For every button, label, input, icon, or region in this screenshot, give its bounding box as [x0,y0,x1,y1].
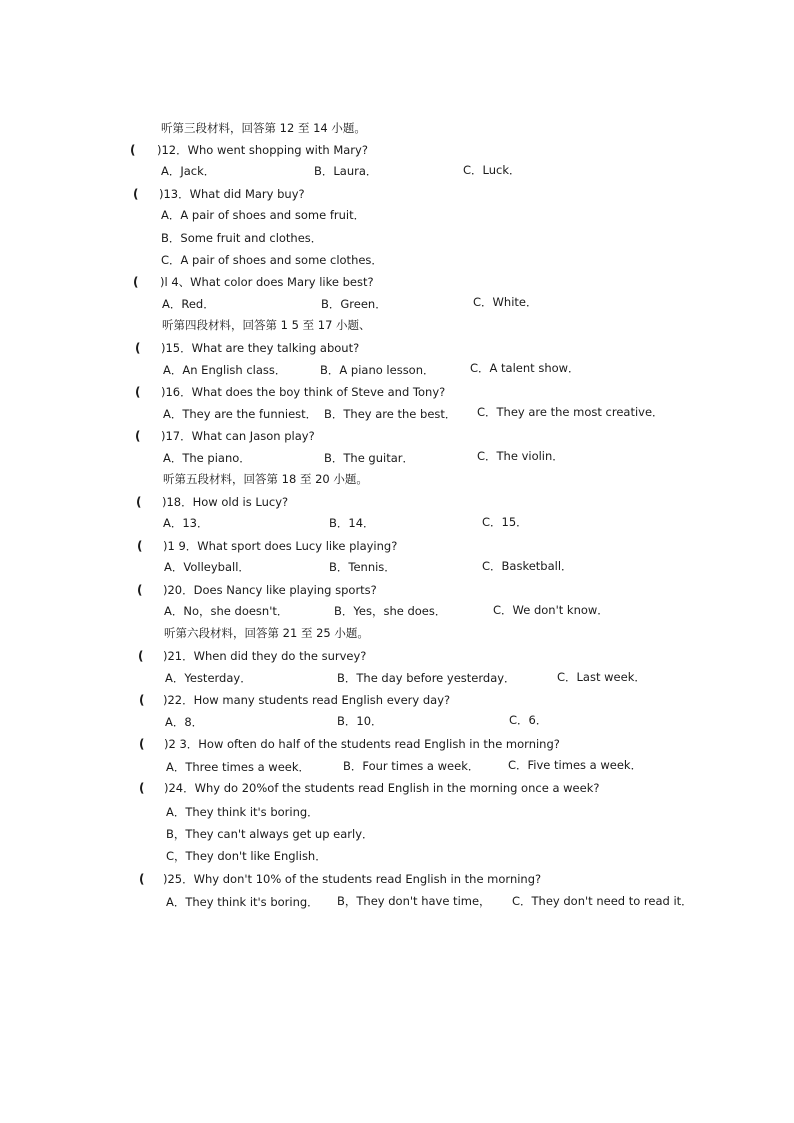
section-heading: 听第六段材料，回答第 21 至 25 小题。 [164,626,369,640]
question-stem: )17．What can Jason play? [161,429,315,443]
option: A．The piano． [163,451,251,465]
option: A．An English class． [163,363,287,377]
section-heading: 听第四段材料，回答第 1 5 至 17 小题、 [162,318,371,332]
option: A．No，she doesn't． [164,604,289,618]
answer-paren: ( [135,429,141,443]
question-stem: )1 9．What sport does Lucy like playing? [163,539,398,553]
answer-paren: ( [139,693,145,707]
question-stem: )22．How many students read English every day? [163,693,451,707]
option: C．6． [509,713,548,727]
option: C．Five times a week． [508,758,643,772]
option: B．10． [337,714,383,728]
option: C．They are the most creative． [477,405,664,419]
option: B．Laura． [314,164,378,178]
answer-paren: ( [133,275,139,289]
option: A．They think it's boring． [166,805,319,819]
answer-paren: ( [139,872,145,886]
answer-paren: ( [138,649,144,663]
option: B．They are the best． [324,407,457,421]
option: B．Four times a week． [343,759,480,773]
option: C．15． [482,515,528,529]
option: B，They don't have time， [337,894,491,908]
answer-paren: ( [137,539,143,553]
option: C，They don't like English． [166,849,327,863]
option: B．Yes，she does． [334,604,447,618]
answer-paren: ( [139,737,145,751]
option: C．The violin． [477,449,564,463]
option: A．Red． [162,297,215,311]
option: C．We don't know． [493,603,609,617]
answer-paren: ( [130,143,136,157]
question-stem: )20．Does Nancy like playing sports? [163,583,377,597]
question-stem: )18．How old is Lucy? [162,495,289,509]
question-stem: )13．What did Mary buy? [159,187,305,201]
question-stem: )25．Why don't 10% of the students read English in the morning? [163,872,542,886]
option: C．Last week． [557,670,646,684]
section-heading: 听第三段材料，回答第 12 至 14 小题。 [161,121,366,135]
option: B．The guitar． [324,451,415,465]
answer-paren: ( [133,187,139,201]
answer-paren: ( [137,583,143,597]
question-stem: )16．What does the boy think of Steve and Tony? [161,385,446,399]
option: B．The day before yesterday． [337,671,516,685]
option: A．Jack． [161,164,216,178]
option: B．A piano lesson． [320,363,435,377]
option: B．Green． [321,297,387,311]
option: A．Three times a week． [166,760,311,774]
option: A．13． [163,516,209,530]
option: A．Volleyball． [164,560,250,574]
option: C．A pair of shoes and some clothes． [161,253,383,267]
question-stem: )21．When did they do the survey? [163,649,367,663]
option: B，They can't always get up early． [166,827,374,841]
question-stem: )2 3．How often do half of the students read English in the morning? [164,737,560,751]
answer-paren: ( [135,341,141,355]
option: A．8． [165,715,204,729]
option: A．They think it's boring． [166,895,319,909]
option: C．A talent show． [470,361,580,375]
option: A．They are the funniest． [163,407,318,421]
question-stem: )l 4、What color does Mary like best? [160,275,374,289]
option: B．Some fruit and clothes． [161,231,323,245]
section-heading: 听第五段材料，回答第 18 至 20 小题。 [163,472,368,486]
answer-paren: ( [139,781,145,795]
option: A．A pair of shoes and some fruit． [161,208,366,222]
option: C．Basketball． [482,559,573,573]
option: A．Yesterday． [165,671,252,685]
option: C．Luck． [463,163,521,177]
question-stem: )12．Who went shopping with Mary? [157,143,368,157]
option: B．Tennis． [329,560,396,574]
option: C．They don't need to read it． [512,894,693,908]
answer-paren: ( [135,385,141,399]
option: B．14． [329,516,375,530]
option: C．White． [473,295,538,309]
question-stem: )15．What are they talking about? [161,341,360,355]
answer-paren: ( [136,495,142,509]
question-stem: )24．Why do 20%of the students read English in the morning once a week? [164,781,600,795]
